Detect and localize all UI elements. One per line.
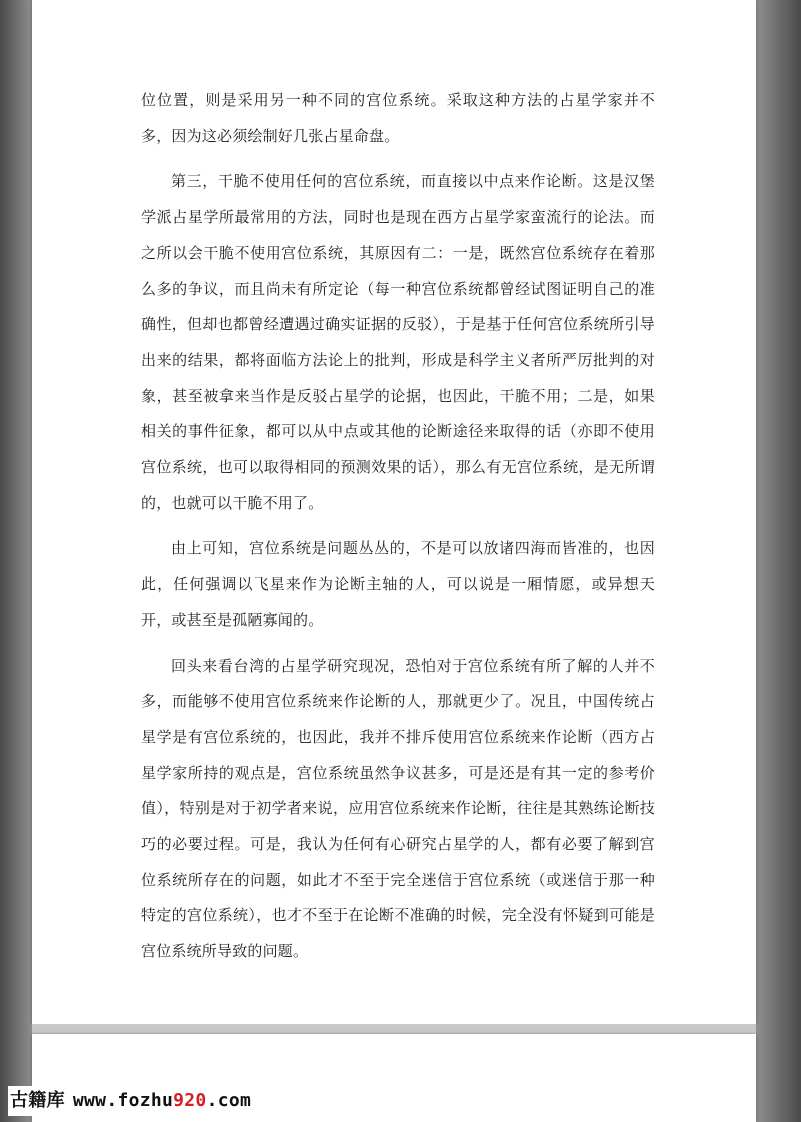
paragraph-2: 第三，干脆不使用任何的宫位系统，而直接以中点来作论断。这是汉堡学派占星学所最常用的方法，同时也是现在西方占星学家蛮流行的论法。而之所以会干脆不使用宫位系统，其原因有二：一是，既然宫位系统存在着那么多的争议，而且尚未有所定论（每一种宫位系统都曾经试图证明自己的准确性，但却也都曾经遭遇过确实证据的反驳），于是基于任何宫位系统所引导出来的结果，都将面临方法论上的批判，形成是科学主义者所严厉批判的对象，甚至被拿来当作是反驳占星学的论据，也因此，干脆不用；二是，如果相关的事件征象，都可以从中点或其他的论断途径来取得的话（亦即不使用宫位系统，也可以取得相同的预测效果的话），那么有无宫位系统，是无所谓的，也就可以干脆不用了。 <box>141 172 655 512</box>
watermark-url-suffix: .com <box>206 1090 252 1111</box>
watermark-url-prefix: www.fozhu <box>72 1090 174 1111</box>
page-separator <box>32 1024 756 1034</box>
paragraph-4: 回头来看台湾的占星学研究现况，恐怕对于宫位系统有所了解的人并不多，而能够不使用宫位系统来作论断的人，那就更少了。况且，中国传统占星学是有宫位系统的，也因此，我并不排斥使用宫位系统来作论断（西方占星学家所持的观点是，宫位系统虽然争议甚多，可是还是有其一定的参考价值），特别是对于初学者来说，应用宫位系统来作论断，往往是其熟练论断技巧的必要过程。可是，我认为任何有心研究占星学的人，都有必要了解到宫位系统所存在的问题，如此才不至于完全迷信于宫位系统（或迷信于那一种特定的宫位系统），也才不至于在论断不准确的时候，完全没有怀疑到可能是宫位系统所导致的问题。 <box>141 656 655 961</box>
site-watermark <box>8 1086 255 1116</box>
watermark-url-accent: 920 <box>173 1090 207 1111</box>
page-body <box>141 83 655 980</box>
watermark-brand: 古籍库 <box>10 1090 65 1111</box>
paragraph-3: 由上可知，宫位系统是问题丛丛的，不是可以放诸四海而皆准的，也因此，任何强调以飞星来作为论断主轴的人，可以说是一厢情愿，或异想天开，或甚至是孤陋寡闻的。 <box>141 539 655 629</box>
document-page <box>32 0 756 1024</box>
paragraph-1: 位位置，则是采用另一种不同的宫位系统。采取这种方法的占星学家并不多，因为这必须绘制好几张占星命盘。 <box>141 91 655 145</box>
